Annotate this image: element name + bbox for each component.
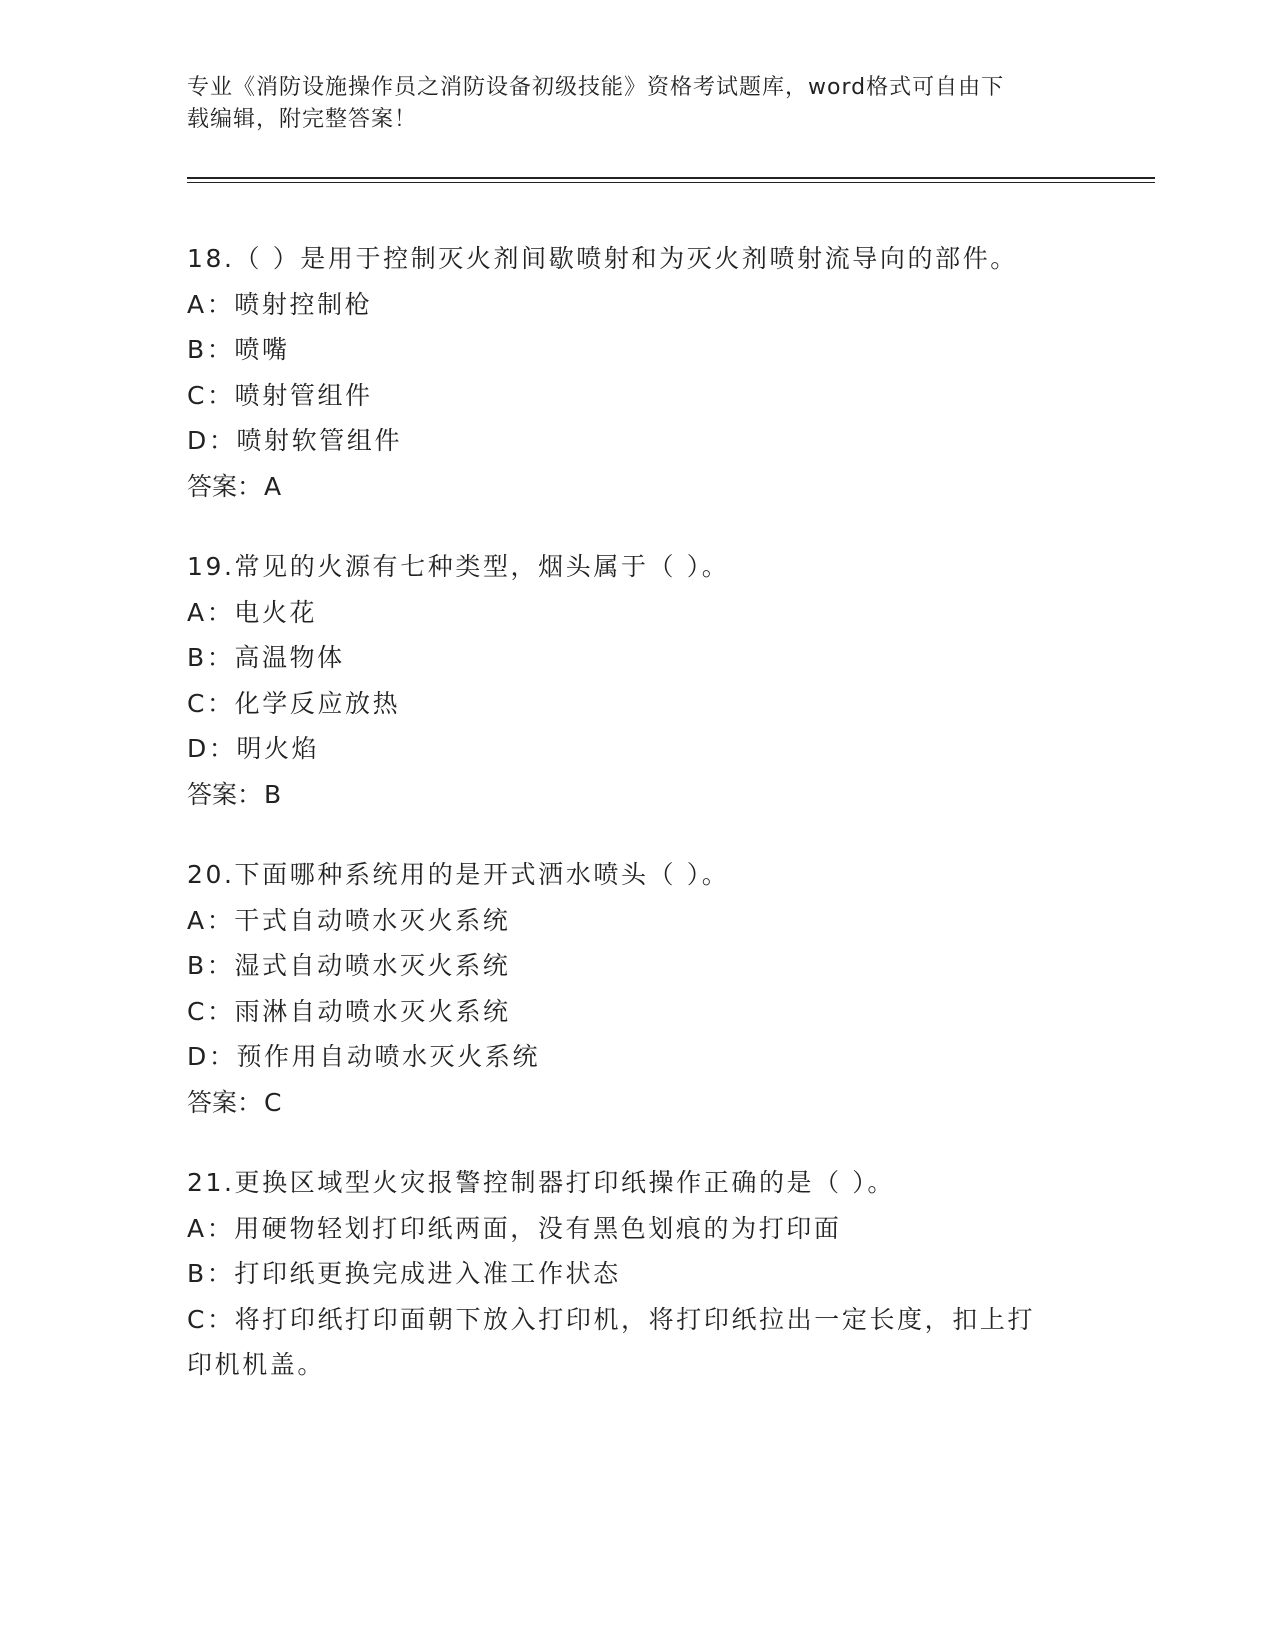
option-c-line-1: C：将打印纸打印面朝下放入打印机，将打印纸拉出一定长度，扣上打 <box>187 1304 1036 1334</box>
question-21 <box>187 1160 1087 1388</box>
answer-value: C <box>264 1087 282 1117</box>
question-stem: 21.更换区域型火灾报警控制器打印纸操作正确的是（ ）。 <box>187 1168 896 1197</box>
option-b: B：湿式自动喷水灭火系统 <box>187 951 511 980</box>
answer-value: A <box>264 471 282 501</box>
option-a: A：用硬物轻划打印纸两面，没有黑色划痕的为打印面 <box>187 1213 842 1243</box>
option-d: D：预作用自动喷水灭火系统 <box>187 1042 541 1071</box>
option-b: B：打印纸更换完成进入准工作状态 <box>187 1259 621 1288</box>
question-list <box>187 236 1087 1423</box>
header-divider-thin <box>187 182 1155 183</box>
header-line-2: 载编辑，附完整答案！ <box>187 107 418 132</box>
option-b: B：高温物体 <box>187 643 345 672</box>
question-19 <box>187 544 1087 817</box>
option-a: A：电火花 <box>187 597 318 627</box>
question-20 <box>187 852 1087 1125</box>
option-d: D：喷射软管组件 <box>187 426 403 455</box>
question-18 <box>187 236 1087 509</box>
header-line-1: 专业《消防设施操作员之消防设备初级技能》资格考试题库，word格式可自由下 <box>187 75 1005 100</box>
header-divider-thick <box>187 177 1155 179</box>
option-d: D：明火焰 <box>187 734 320 763</box>
answer-line <box>187 464 1087 510</box>
answer-value: B <box>264 779 282 809</box>
option-c: C：雨淋自动喷水灭火系统 <box>187 996 511 1026</box>
option-a: A：干式自动喷水灭火系统 <box>187 905 511 935</box>
answer-label: 答案： <box>187 471 263 501</box>
option-c: C：化学反应放热 <box>187 688 401 718</box>
option-c-line-2: 印机机盖。 <box>187 1350 326 1379</box>
option-c: C：喷射管组件 <box>187 380 373 410</box>
answer-line <box>187 1080 1087 1126</box>
answer-line <box>187 772 1087 818</box>
question-stem: 20.下面哪种系统用的是开式洒水喷头（ ）。 <box>187 860 730 889</box>
document-header <box>187 72 1087 136</box>
question-stem: 19.常见的火源有七种类型，烟头属于（ ）。 <box>187 552 730 581</box>
answer-label: 答案： <box>187 1087 263 1117</box>
option-a: A：喷射控制枪 <box>187 289 373 319</box>
option-b: B：喷嘴 <box>187 335 290 364</box>
answer-label: 答案： <box>187 779 263 809</box>
question-stem: 18.（ ）是用于控制灭火剂间歇喷射和为灭火剂喷射流导向的部件。 <box>187 244 1018 273</box>
